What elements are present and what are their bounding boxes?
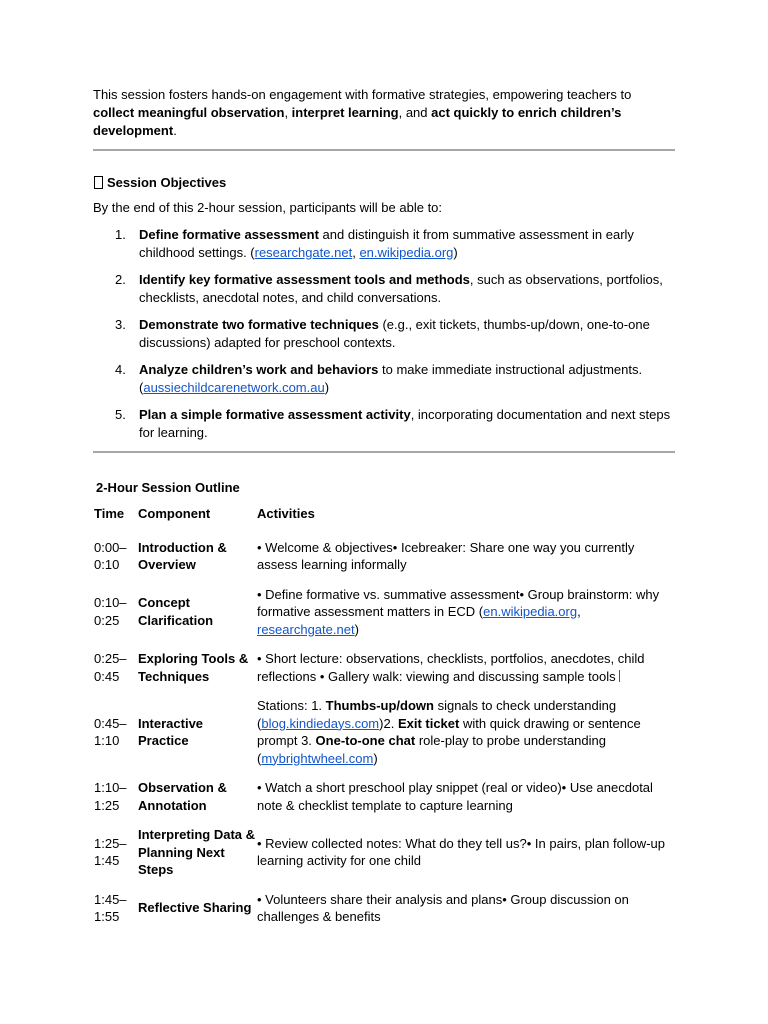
objective-number: 4. [115,362,126,377]
cell-time: 0:10–0:25 [94,595,127,628]
citation-link[interactable]: researchgate.net [257,621,355,637]
objective-item [93,316,675,351]
intro-bold-interpret: interpret learning [291,105,399,120]
citation-link[interactable]: en.wikipedia.org [359,244,454,260]
objective-bold: Analyze children’s work and behaviors [139,362,379,377]
citation-link[interactable]: en.wikipedia.org [483,604,578,619]
header-time: Time [94,506,125,521]
cell-time: 0:00–0:10 [94,539,127,572]
cell-time: 1:10–1:25 [94,780,127,813]
table-header-row [93,505,675,533]
cell-activities: • Volunteers share their analysis and plans• Group discussion on challenges & benefits [257,891,629,924]
activity-text: with quick drawing or sentence prompt 3. [257,715,641,748]
objectives-lead: By the end of this 2-hour session, participants will be able to: [93,200,443,215]
cell-time: 1:25–1:45 [94,835,127,869]
intro-text: , and [398,105,432,120]
cell-component: Introduction & Overview [138,539,227,572]
intro-text: . [173,123,177,138]
intro-bold-act: act quickly to enrich children’s development [93,105,622,138]
activity-bold: One-to-one chat [315,733,416,748]
intro-bold-collect: collect meaningful observation [93,105,285,120]
table-row [93,773,675,820]
document-page [93,86,675,932]
header-component: Component [138,506,211,521]
objective-bold: Demonstrate two formative techniques [139,317,379,332]
cell-time: 0:25–0:45 [94,651,127,684]
cell-activities: • Welcome & objectives• Icebreaker: Share one way you currently assess learning informally [257,539,635,572]
intro-text: This session fosters hands-on engagement with formative strategies, empowering teachers to [93,87,632,102]
cell-component: Concept Clarification [138,595,214,628]
horizontal-rule [93,451,675,453]
citation-link[interactable]: researchgate.net [254,244,353,260]
cell-component: Interactive Practice [138,715,204,748]
table-row [93,691,675,773]
table-row [93,580,675,645]
table-row [93,644,675,691]
activity-text: • Define formative vs. summative assessment• Group brainstorm: why formative assessment matters in ECD ( [257,586,660,619]
cell-activities [257,644,675,691]
objective-number: 1. [115,227,126,242]
objective-number: 2. [115,272,126,287]
objectives-title: Session Objectives [107,175,227,190]
objective-item [93,271,675,306]
separator: , [352,244,360,260]
table-row [93,533,675,580]
separator: , [577,604,581,619]
cell-activities [257,691,675,773]
table-row [93,820,675,885]
objective-number: 5. [115,407,126,422]
activity-text: ) [373,750,378,766]
text-cursor [619,670,620,682]
header-activities: Activities [257,506,315,521]
objective-bold: Plan a simple formative assessment activity [139,407,411,422]
cell-time: 1:45–1:55 [94,891,127,924]
objectives-list [93,226,675,441]
activity-bold: Thumbs-up/down [325,698,434,713]
paren-close: ) [453,244,458,260]
objective-text: to make immediate instructional adjustments. ( [139,362,643,395]
cell-component: Observation & Annotation [138,780,227,813]
activity-text: signals to check understanding ( [257,698,617,731]
horizontal-rule [93,149,675,151]
objective-text: (e.g., exit tickets, thumbs-up/down, one-to-one discussions) adapted for preschool contexts. [139,317,650,350]
citation-link[interactable]: aussiechildcarenetwork.com.au [143,379,325,395]
cell-activities: • Watch a short preschool play snippet (real or video)• Use anecdotal note & checklist template to capture learning [257,780,653,813]
activity-text: Stations: 1. [257,698,326,713]
citation-link[interactable]: mybrightwheel.com [261,750,374,766]
objective-item [93,361,675,396]
cell-component: Interpreting Data & Planning Next Steps [138,827,256,877]
cell-time: 0:45–1:10 [94,715,127,748]
activity-text: role-play to probe understanding ( [257,733,606,766]
table-row [93,885,675,932]
objective-item [93,406,675,441]
intro-text: , [284,105,292,120]
activity-bold: Exit ticket [397,715,460,731]
objective-bold: Define formative assessment [139,227,319,242]
missing-glyph-icon [94,176,103,189]
objective-item [93,226,675,261]
objective-text: , such as observations, portfolios, checklists, anecdotal notes, and child conversations. [139,272,663,305]
paren-close: ) [324,379,330,395]
objective-number: 3. [115,317,126,332]
cell-activities: • Review collected notes: What do they tell us?• In pairs, plan follow-up learning activity for one child [257,835,665,869]
objective-text: and distinguish it from summative assessment in early childhood settings. ( [139,227,634,260]
paren-close: ) [354,621,359,637]
cell-component: Reflective Sharing [138,900,252,916]
cell-activities [257,580,675,645]
cell-component: Exploring Tools & Techniques [138,651,249,684]
citation-link[interactable]: blog.kindiedays.com [261,715,380,731]
activity-text: )2. [379,715,398,731]
activity-text: • Short lecture: observations, checklists, portfolios, anecdotes, child reflections • Gallery walk: viewing and discussing sample tools [257,651,645,684]
intro-paragraph [93,86,675,140]
objective-text: , incorporating documentation and next steps for learning. [139,407,671,440]
outline-heading: 2-Hour Session Outline [96,480,240,495]
session-outline-table [93,505,675,932]
objective-bold: Identify key formative assessment tools and methods [139,272,470,287]
objectives-heading [93,175,675,190]
